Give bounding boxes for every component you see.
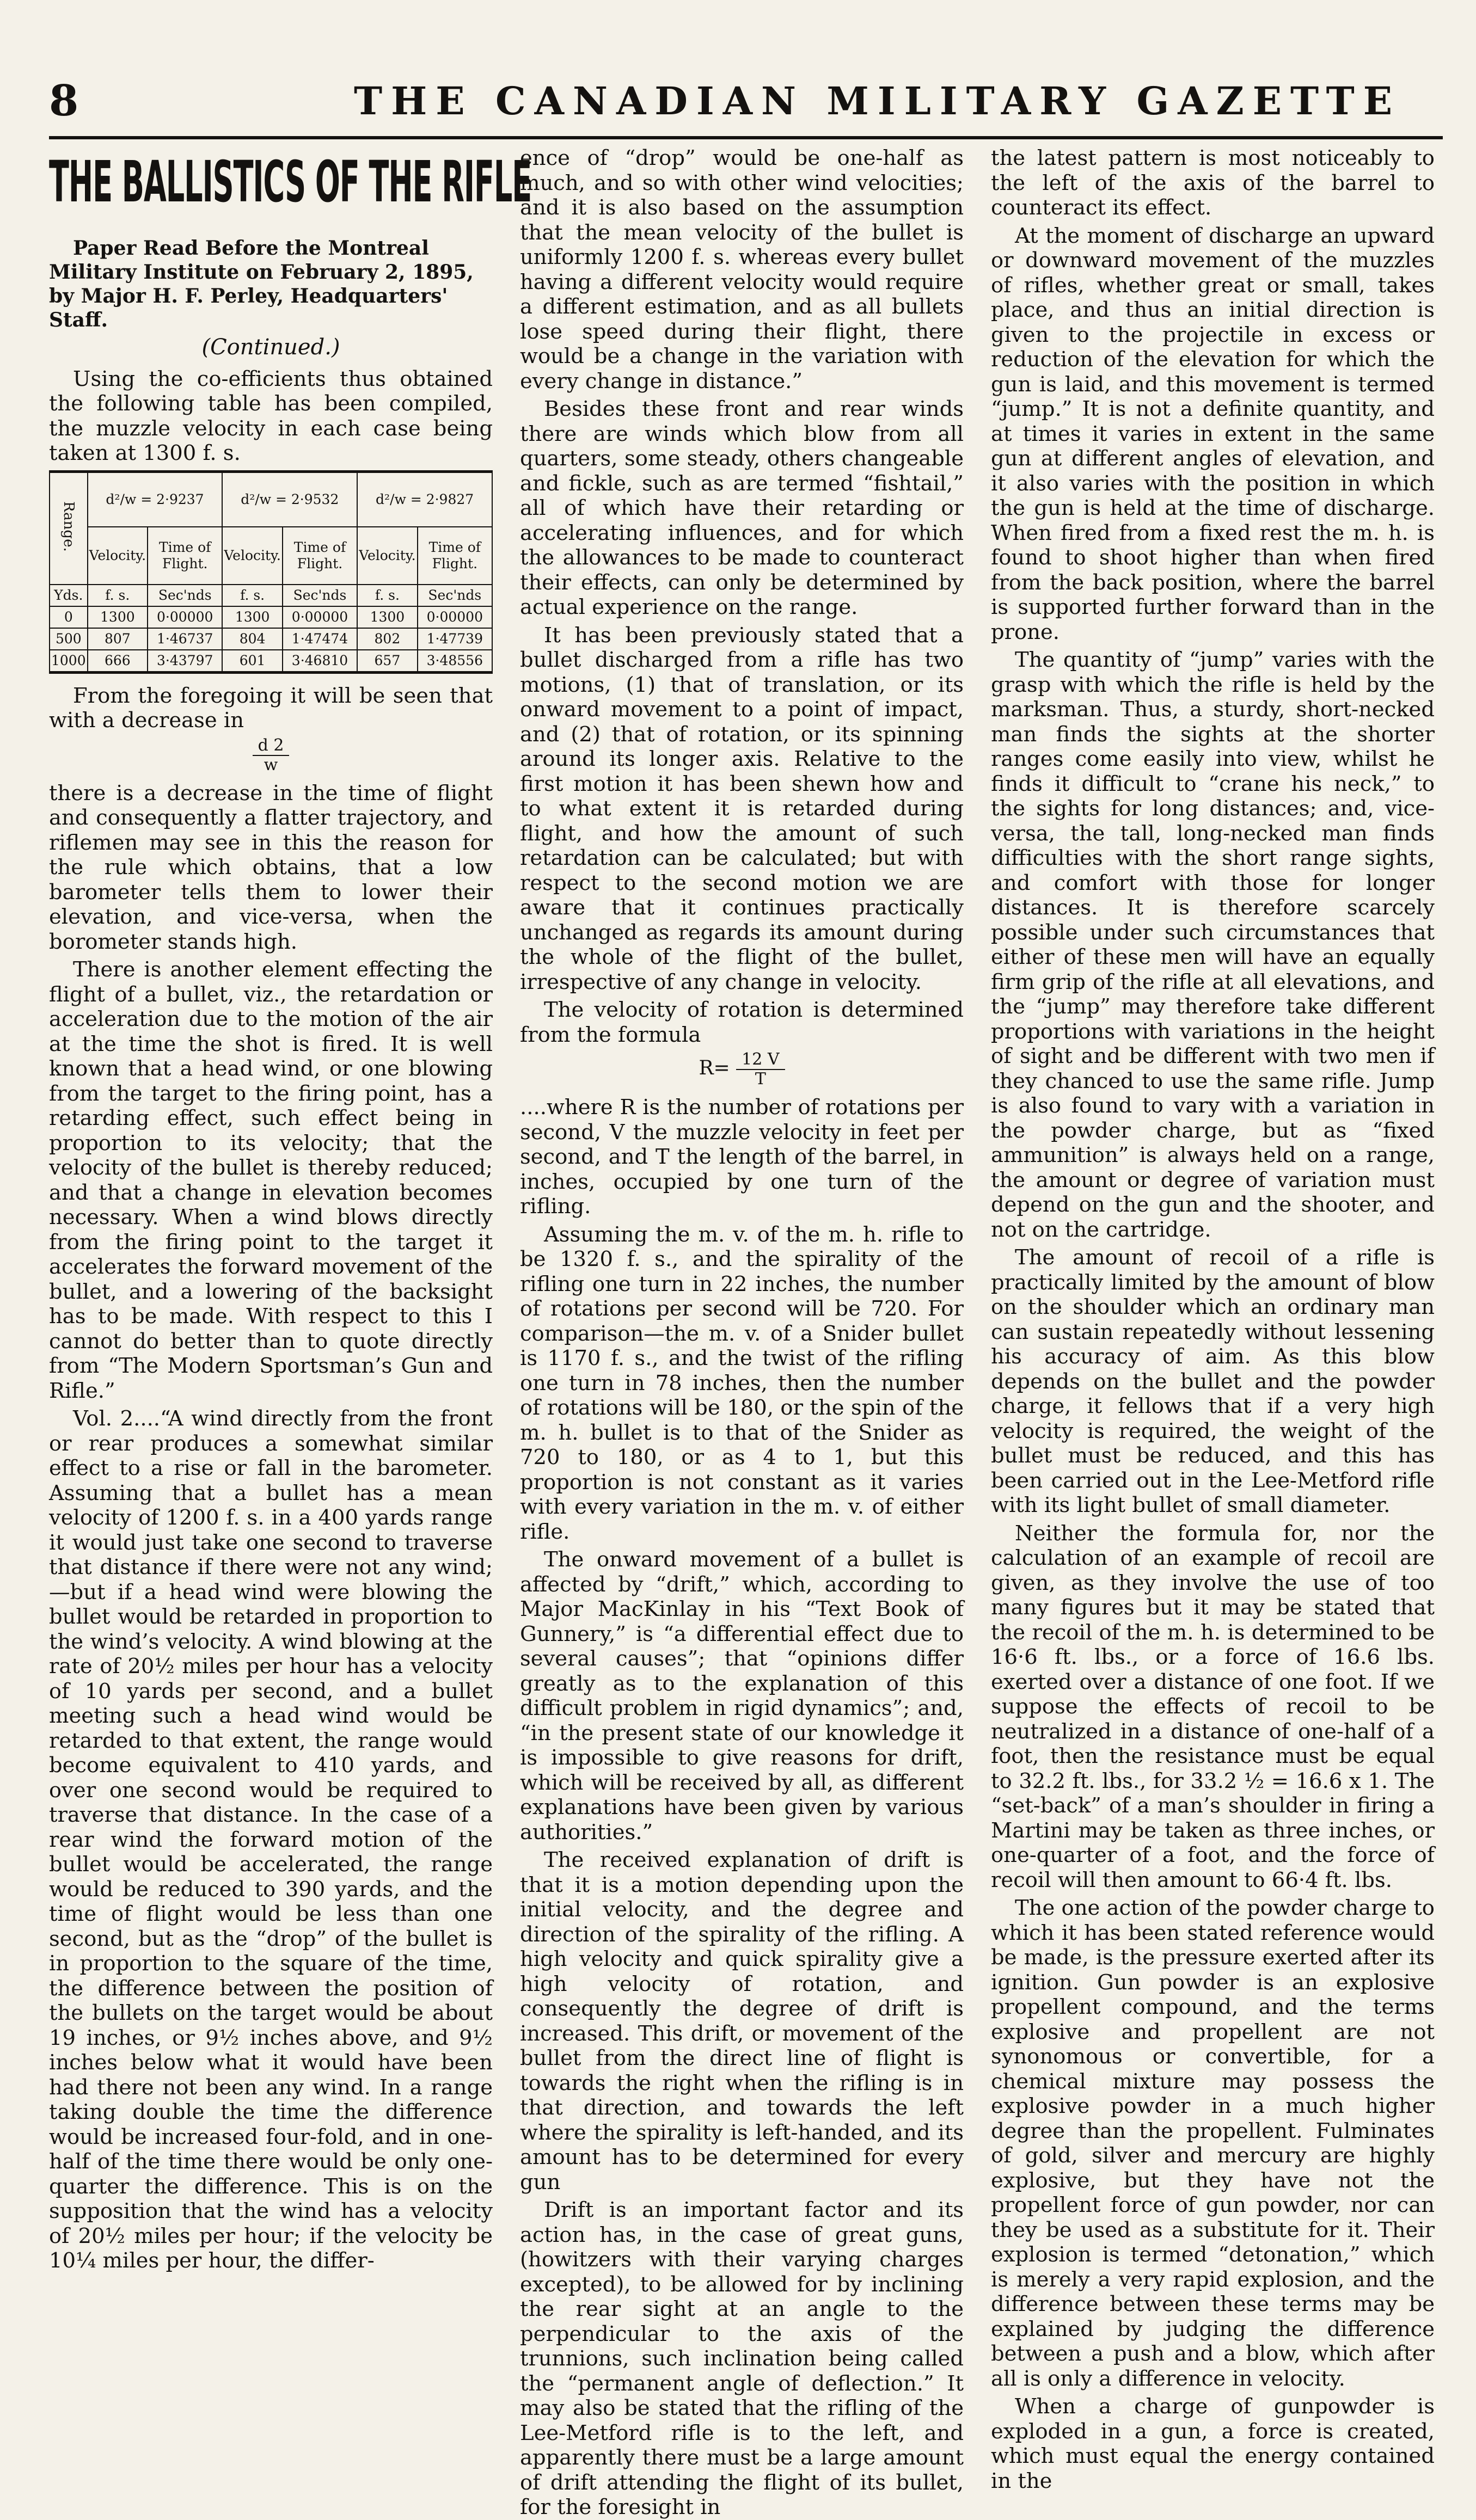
column-3 xyxy=(991,146,1435,2493)
range-header: Range. xyxy=(50,471,88,585)
table-cell: 3·48556 xyxy=(418,650,492,673)
masthead: THE CANADIAN MILITARY GAZETTE xyxy=(354,78,1401,124)
paragraph: ....where R is the number of rotations per second, V the muzzle velocity in feet per second, and T the length of the barrel, in inches, occupied by one turn of the rifling. xyxy=(520,1095,964,1219)
table-cell: 807 xyxy=(88,628,148,650)
paragraph: The onward movement of a bullet is affected by “drift,” which, according to Major MacKinlay in his “Text Book of Gunnery,” is “a differential effect due to several causes”; that “opinions differ greatly as to the explanation of this difficult problem in rigid dynamics”; and, “in the present state of our knowledge it is impossible to give reasons for drift, which will be received by all, as different explanations have been given by various authorities.” xyxy=(520,1547,964,1845)
table-row xyxy=(50,628,492,650)
fraction-d2-w xyxy=(49,736,493,775)
table-cell: 601 xyxy=(222,650,282,673)
continued-label: (Continued.) xyxy=(201,335,340,360)
unit-cell: Sec'nds xyxy=(283,585,357,606)
table-cell: 657 xyxy=(357,650,417,673)
paragraph: Neither the formula for, nor the calculation of an example of recoil are given, as they involve the use of too many figures but it may be stated that the recoil of the m. h. is determined to be 16·6 ft. lbs., or a force of 16.6 lbs. exerted over a distance of one foot. If we suppose the effects of recoil to be neutralized in a distance of one-half of a foot, then the resistance must be equal to 32.2 ft. lbs., for 33.2 ½ = 16.6 x 1. The “set-back” of a man’s shoulder in firing a Martini may be taken as three inches, or one-quarter of a foot, and the force of recoil will then amount to 66·4 ft. lbs. xyxy=(991,1521,1435,1892)
paragraph: The quantity of “jump” varies with the grasp with which the rifle is held by the marksman. Thus, a sturdy, short-necked man finds the sights at the shorter ranges come easily into view, whilst he finds it difficult to “crane his neck,” to the sights for long distances; and, vice-versa, the tall, long-necked man finds difficulties with the short range sights, and comfort with those for longer distances. It is therefore scarcely possible under such circumstances that either of these men will have an equally firm grip of the rifle at all elevations, and the “jump” may therefore take different proportions with variations in the height of sight and be different with two men if they chanced to use the same rifle. Jump is also found to vary with a variation in the powder charge, but as “fixed ammunition” is always held on a range, the amount or degree of variation must depend on the gun and the shooter, and not on the cartridge. xyxy=(991,648,1435,1242)
paragraph: The velocity of rotation is determined from the formula xyxy=(520,998,964,1047)
paragraph: the latest pattern is most noticeably to the left of the axis of the barrel to counteract its effect. xyxy=(991,146,1435,220)
subheader-cell: Velocity. xyxy=(357,527,417,585)
unit-cell: f. s. xyxy=(222,585,282,606)
paragraph: The one action of the powder charge to which it has been stated reference would be made, is the pressure exerted after its ignition. Gun powder is an explosive propellent compound, and the terms explosive and propellent are not synonomous or convertible, for a chemical mixture may possess the explosive powder in a much higher degree than the propellent. Fulminates of gold, silver and mercury are highly explosive, but they have not the propellent force of gun powder, nor can they be used as a substitute for it. Their explosion is termed “detonation,” which is merely a very rapid explosion, and the difference between these terms may be explained by judging the difference between a push and a blow, which after all is only a difference in velocity. xyxy=(991,1896,1435,2391)
table-cell: 802 xyxy=(357,628,417,650)
article-title: THE BALLISTICS OF THE RIFLE xyxy=(49,149,532,215)
table-cell: 3·46810 xyxy=(283,650,357,673)
unit-cell: f. s. xyxy=(88,585,148,606)
unit-cell: Sec'nds xyxy=(418,585,492,606)
page-header xyxy=(49,76,1443,136)
subheader-cell: Time of Flight. xyxy=(418,527,492,585)
subheader-cell: Time of Flight. xyxy=(148,527,222,585)
paragraph: Assuming the m. v. of the m. h. rifle to be 1320 f. s., and the spirality of the rifling one turn in 22 inches, the number of rotations per second will be 720. For comparison—the m. v. of a Snider bullet is 1170 f. s., and the twist of the rifling one turn in 78 inches, then the number of rotations will be 180, or the spin of the m. h. bullet is to that of the Snider as 720 to 180, or as 4 to 1, but this proportion is not constant as it varies with every variation in the m. v. of either rifle. xyxy=(520,1222,964,1544)
table-cell: 0·00000 xyxy=(148,606,222,628)
table-cell: 1·47739 xyxy=(418,628,492,650)
paragraph: ence of “drop” would be one-half as much, and so with other wind velocities; and it is also based on the assumption that the mean velocity of the bullet is uniformly 1200 f. s. whereas every bullet having a different velocity would require a different estimation, and as all bullets lose speed during their flight, there would be a change in the variation with every change in distance.” xyxy=(520,146,964,394)
table-cell: 804 xyxy=(222,628,282,650)
table-cell: 1300 xyxy=(222,606,282,628)
paragraph: From the foregoing it will be seen that with a decrease in xyxy=(49,683,493,733)
table-cell: 0·00000 xyxy=(418,606,492,628)
subheader-cell: Velocity. xyxy=(222,527,282,585)
subheader-cell: Time of Flight. xyxy=(283,527,357,585)
subheader-cell: Velocity. xyxy=(88,527,148,585)
table-cell: 1·46737 xyxy=(148,628,222,650)
table-cell: 1300 xyxy=(88,606,148,628)
paragraph: At the moment of discharge an upward or downward movement of the muzzles of rifles, whether great or small, takes place, and thus an initial direction is given to the projectile in excess or reduction of the elevation for which the gun is laid, and this movement is termed “jump.” It is not a definite quantity, and at times it varies in extent in the same gun at different angles of elevation, and it also varies with the position in which the gun is held at the time of discharge. When fired from a fixed rest the m. h. is found to shoot higher than when fired from the back position, where the barrel is supported further forward than in the prone. xyxy=(991,223,1435,644)
formula-lhs: R= xyxy=(699,1057,730,1079)
paragraph: When a charge of gunpowder is exploded in a gun, a force is created, which must equal the energy contained in the xyxy=(991,2394,1435,2493)
paragraph: there is a decrease in the time of flight and consequently a flatter trajectory, and riflemen may see in this the reason for the rule which obtains, that a low barometer tells them to lower their elevation, and vice-versa, when the borometer stands high. xyxy=(49,780,493,954)
table-cell: 666 xyxy=(88,650,148,673)
table-row xyxy=(50,650,492,673)
rotation-formula xyxy=(520,1050,964,1089)
column-2 xyxy=(520,146,964,2519)
fraction-denominator: w xyxy=(264,755,278,775)
formula-denominator: T xyxy=(755,1070,766,1089)
unit-cell: Yds. xyxy=(50,585,88,606)
table-cell: 1·47474 xyxy=(283,628,357,650)
column-1 xyxy=(49,146,532,2432)
article-byline: Paper Read Before the Montreal Military Institute on February 2, 1895, by Major H. F. Perley, Headquarters' Staff. xyxy=(49,237,474,331)
table-cell: 0·00000 xyxy=(283,606,357,628)
unit-cell: f. s. xyxy=(357,585,417,606)
fraction-numerator: d 2 xyxy=(253,736,290,756)
intro-paragraph: Using the co-efficients thus obtained the following table has been compiled, the muzzle velocity in each case being taken at 1300 f. s. xyxy=(49,366,493,465)
table-cell: 3·43797 xyxy=(148,650,222,673)
coefficient-header-3: d²/w = 2·9827 xyxy=(357,471,492,527)
coefficient-header-2: d²/w = 2·9532 xyxy=(222,471,357,527)
paragraph: The amount of recoil of a rifle is practically limited by the amount of blow on the shoulder which an ordinary man can sustain repeatedly without lessening his accuracy of aim. As this blow depends on the bullet and the powder charge, it fellows that if a very high velocity is required, the weight of the bullet must be reduced, and this has been carried out in the Lee-Metford rifle with its light bullet of small diameter. xyxy=(991,1245,1435,1517)
paragraph: Besides these front and rear winds there are winds which blow from all quarters, some steady, others changeable and fickle, such as are termed “fishtail,” all of which have their retarding or accelerating influences, and for which the allowances to be made to counteract their effects, can only be determined by actual experience on the range. xyxy=(520,397,964,619)
table-row xyxy=(50,606,492,628)
formula-numerator: 12 V xyxy=(736,1050,785,1070)
header-rule xyxy=(49,136,1443,139)
page-number: 8 xyxy=(49,76,79,126)
paragraph: It has been previously stated that a bullet discharged from a rifle has two motions, (1) that of translation, or its onward movement to a point of impact, and (2) that of rotation, or its spinning around its longer axis. Relative to the first motion it has been shewn how and to what extent it is retarded during flight, and how the amount of such retardation can be calculated; but with respect to the second motion we are aware that it continues practically unchanged as regards its amount during the whole of the flight of the bullet, irrespective of any change in velocity. xyxy=(520,623,964,994)
table-cell: 1300 xyxy=(357,606,417,628)
table-cell: 0 xyxy=(50,606,88,628)
table-cell: 500 xyxy=(50,628,88,650)
ballistics-table xyxy=(49,470,493,674)
paragraph: Vol. 2....“A wind directly from the front or rear produces a somewhat similar effect to a rise or fall in the barometer. Assuming that a bullet has a mean velocity of 1200 f. s. in a 400 yards range it would just take one second to traverse that distance if there were not any wind;—but if a head wind were blowing the bullet would be retarded in proportion to the wind’s velocity. A wind blowing at the rate of 20½ miles per hour has a velocity of 10 yards per second, and a bullet meeting such a head wind would be retarded to that extent, the range would become equivalent to 410 yards, and over one second would be required to traverse that distance. In the case of a rear wind the forward motion of the bullet would be accelerated, the range would be reduced to 390 yards, and the time of flight would be less than one second, but as the “drop” of the bullet is in proportion to the square of the time, the difference between the position of the bullets on the target would be about 19 inches, or 9½ inches above, and 9½ inches below what it would have been had there not been any wind. In a range taking double the time the difference would be increased four-fold, and in one-half of the time there would be only one-quarter the difference. This is on the supposition that the wind has a velocity of 20½ miles per hour; if the velocity be 10¼ miles per hour, the differ- xyxy=(49,1406,493,2273)
paragraph: Drift is an important factor and its action has, in the case of great guns, (howitzers with their varying charges excepted), to be allowed for by inclining the rear sight at an angle to the perpendicular to the axis of the trunnions, such inclination being called the “permanent angle of deflection.” It may also be stated that the rifling of the Lee-Metford rifle is to the left, and apparently there must be a large amount of drift attending the flight of its bullet, for the foresight in xyxy=(520,2198,964,2519)
paragraph: There is another element effecting the flight of a bullet, viz., the retardation or acceleration due to the motion of the air at the time the shot is fired. It is well known that a head wind, or one blowing from the target to the firing point, has a retarding effect, such effect being in proportion to its velocity; that the velocity of the bullet is thereby reduced; and that a change in elevation becomes necessary. When a wind blows directly from the firing point to the target it accelerates the forward movement of the bullet, and a lowering of the backsight has to be made. With respect to this I cannot do better than to quote directly from “The Modern Sportsman’s Gun and Rifle.” xyxy=(49,957,493,1403)
unit-cell: Sec'nds xyxy=(148,585,222,606)
table-cell: 1000 xyxy=(50,650,88,673)
coefficient-header-1: d²/w = 2·9237 xyxy=(88,471,223,527)
paragraph: The received explanation of drift is that it is a motion depending upon the initial velocity, and the degree and direction of the spirality of the rifling. A high velocity and quick spirality give a high velocity of rotation, and consequently the degree of drift is increased. This drift, or movement of the bullet from the direct line of flight is towards the right when the rifling is in that direction, and towards the left where the spirality is left-handed, and its amount has to be determined for every gun xyxy=(520,1848,964,2195)
units-row xyxy=(50,585,492,606)
